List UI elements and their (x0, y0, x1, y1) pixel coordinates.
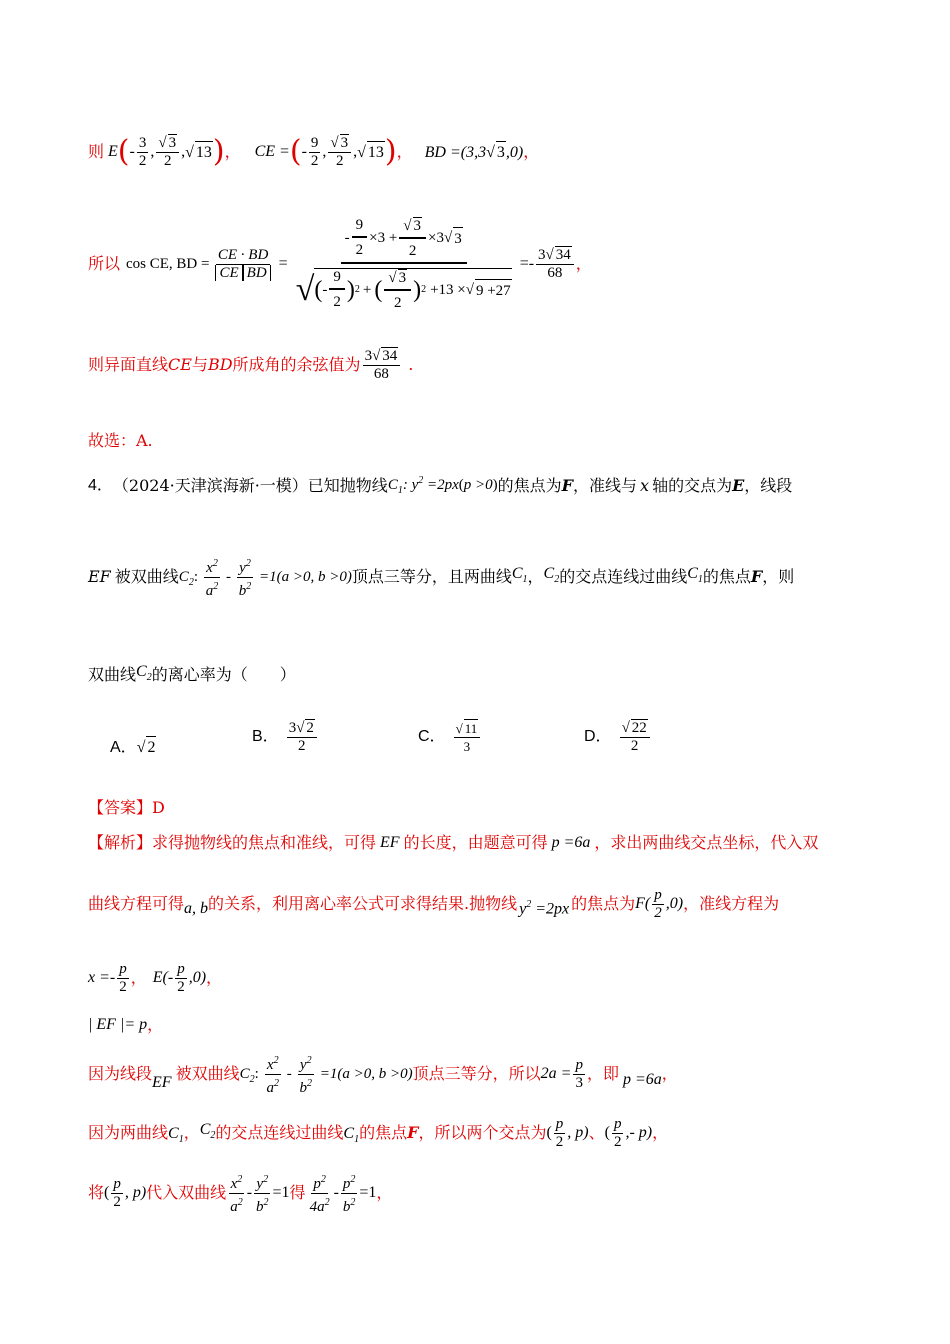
q4-hyperbola: 双曲线 (88, 665, 137, 684)
sub-x-frac: $\frac{x^2}{a^2}$ (228, 1171, 245, 1216)
conclusion-prefix: 则异面直线 (88, 355, 169, 374)
c2-ref-2: $C_2$ (136, 662, 152, 684)
q4-by-hyperbola: 被双曲线 (114, 567, 179, 586)
comma-red-9: ， (652, 1123, 669, 1142)
sub-minus-2: - (333, 1184, 339, 1201)
bh-x-frac: $\frac{x^2}{a^2}$ (265, 1052, 282, 1097)
analysis-4: 曲线方程可得 (88, 894, 185, 913)
analysis-focus: F( $\frac{p}{2}$ ,0) (635, 886, 684, 921)
comma-2: , (181, 143, 186, 160)
frac-9-2: $\frac{9}{2}$ (310, 134, 319, 169)
comma-3: , (322, 143, 327, 160)
directrix-line (88, 958, 910, 998)
analysis-parabola: $y^2 =2px$ (519, 898, 570, 918)
substitute-line (88, 1170, 910, 1216)
df-sqrt3-2: $\frac{√ 3}{2}$ (384, 269, 411, 312)
analysis-line2 (88, 884, 910, 924)
parabola-eq: $C_1$: $y^2 =2px(p >0)$ (387, 475, 498, 496)
option-c[interactable] (418, 714, 482, 760)
q4-source: （2024·天津滨海新·一模）已知抛物线 (112, 476, 388, 495)
because-c2: $C_2$ (199, 1120, 216, 1142)
e-frac: $\frac{p}{2}$ (177, 960, 185, 995)
q4-f: F (561, 476, 574, 495)
cos-label: cos CE, BD = (126, 256, 210, 272)
sub-pt-open: ( (104, 1184, 110, 1201)
because-line1 (88, 1050, 910, 1098)
pt2-tail: ,- p) (625, 1124, 653, 1141)
option-c-value: $\frac{√ 11}{3}$ (454, 719, 481, 755)
paren-open-2: ( (289, 134, 302, 169)
q4-line3 (88, 660, 910, 690)
because-ef: EF (152, 1074, 172, 1091)
comma-4: , (353, 143, 358, 160)
conclusion-mid1: 与 (191, 355, 208, 374)
ze-text: 则 (88, 142, 105, 161)
c2-ref: $C_2$ (543, 564, 560, 586)
because-1b: 被双曲线 (175, 1064, 240, 1083)
analysis-7: ，准线方程为 (683, 894, 780, 913)
because-1d: ，即 (586, 1064, 619, 1083)
conclusion-bd: BD (207, 355, 233, 374)
q4-comma: ， (527, 567, 544, 586)
frac-sqrt3-2-b: $\frac{√ 3}{2}$ (328, 134, 351, 170)
two-a: 2a = (540, 1065, 572, 1082)
comma-red-4: ， (575, 254, 592, 273)
q4-line1 (88, 466, 910, 506)
cosine-line (88, 214, 910, 314)
analysis-p6a: p =6a (551, 834, 591, 851)
sub-2: 代入双曲线 (146, 1183, 227, 1202)
bh-y-frac: $\frac{y^2}{b^2}$ (298, 1052, 315, 1097)
option-b[interactable] (252, 714, 319, 760)
q4-ecc: 的离心率为（ ） (151, 665, 296, 684)
paren-open: ( (117, 134, 130, 169)
q4-e: E (732, 476, 745, 495)
q4-focus: 的焦点 (702, 567, 751, 586)
q4-number: 4． (88, 477, 113, 494)
pt2-open: ( (604, 1124, 610, 1141)
e-point: E(- (152, 969, 174, 986)
because-p6a: p =6a (622, 1071, 662, 1088)
c1-ref-2: $C_1$ (687, 564, 703, 586)
x-eq: x =- (88, 969, 116, 986)
q4-then: ，则 (762, 567, 795, 586)
because-2: 因为两曲线 (88, 1123, 169, 1142)
paren-close-2: ) (384, 134, 397, 169)
bd-vector: BD =(3,3√ 3,0) (425, 141, 524, 164)
sub-p2-b2: $\frac{p^2}{b^2}$ (341, 1171, 358, 1216)
q4-f-2: F (750, 567, 763, 586)
eq-sign: = (278, 255, 288, 272)
because-2e: 、 (588, 1123, 605, 1142)
result-eq: =- (519, 255, 535, 272)
comma-red-1: ， (224, 142, 241, 161)
option-b-value: $\frac{3√ 2}{2}$ (287, 719, 317, 755)
hyperbola-eq: $C_2$: $\frac{x^2}{a^2}$ - $\frac{y^2}{b^2}$ =1(a >0, b >0) (179, 555, 352, 600)
analysis-2: 的长度，由题意可得 (403, 833, 548, 852)
because-comma: ， (183, 1123, 200, 1142)
directrix-frac: $\frac{p}{2}$ (119, 960, 127, 995)
nf-9-2: $\frac{9}{2}$ (352, 217, 368, 259)
comma-red-5: ， (130, 968, 147, 987)
comma-red-7: ， (147, 1015, 164, 1034)
sub-1: 将 (88, 1183, 105, 1202)
frac-3-2: $\frac{3}{2}$ (138, 134, 147, 169)
q4-segment: ，线段 (744, 476, 793, 495)
because-hyperbola: $C_2$: $\frac{x^2}{a^2}$ - $\frac{y^2}{b^2}$ =1(a >0, b >0) (240, 1052, 413, 1097)
comma-red-3: ， (523, 142, 540, 161)
pt1-open: ( (546, 1124, 552, 1141)
hyp-x-frac: $\frac{x^2}{a^2}$ (204, 555, 221, 600)
result-frac: $\frac{3√ 34}{68}$ (536, 246, 574, 282)
pt1-frac: $\frac{p}{2}$ (555, 1115, 564, 1150)
cos-def-frac: $\frac{CE \cdot BD}{\text{CE BD}}$ (213, 247, 272, 282)
frac-sqrt3-2: $\frac{√ 3}{2}$ (156, 134, 179, 170)
because-2c: 的焦点 (359, 1123, 408, 1142)
comma-red-10: ， (376, 1183, 393, 1202)
because-c1: $C_1$ (168, 1124, 184, 1146)
analysis-1: 求得抛物线的焦点和准线，可得 (152, 833, 377, 852)
pt2-frac: $\frac{p}{2}$ (613, 1115, 622, 1150)
q4-after-parabola: 的焦点为 (497, 476, 562, 495)
sub-y-frac: $\frac{y^2}{b^2}$ (254, 1171, 271, 1216)
conclusion-ce: CE (168, 355, 192, 374)
sub-pt-tail: , p) (124, 1184, 147, 1201)
q4-ef: EF (88, 567, 111, 586)
e-tail: ,0) (188, 969, 207, 986)
focus-frac: $\frac{p}{2}$ (654, 886, 662, 921)
vectors-line (88, 128, 910, 176)
suoyi-text: 所以 (88, 254, 121, 273)
comma-1: , (150, 143, 155, 160)
answer-value: D (152, 798, 165, 817)
analysis-3: ，求出两曲线交点坐标，代入双 (594, 833, 819, 852)
ef-length-line (88, 1014, 910, 1036)
option-d-label: D． (584, 728, 612, 745)
because-line2 (88, 1112, 910, 1154)
minus-sign: - (129, 143, 135, 160)
analysis-line1 (88, 832, 910, 854)
q4-intersection: 的交点连线过曲线 (559, 567, 688, 586)
comma-red-8: ， (661, 1064, 678, 1083)
analysis-label: 【解析】 (88, 833, 153, 852)
because-f: F (407, 1123, 419, 1142)
answer-label: 【答案】 (88, 798, 153, 817)
conclusion-mid2: 所成角的余弦值为 (232, 355, 361, 374)
sub-p2-4a2: $\frac{p^2}{4a^2}$ (308, 1171, 332, 1216)
ce-eq: CE = (254, 143, 290, 160)
sqrt13: √ 13 (185, 141, 213, 164)
analysis-6: 的焦点为 (571, 894, 636, 913)
option-d[interactable] (584, 714, 652, 760)
q4-mid: ，准线与 (573, 476, 638, 495)
comma-red-6: ， (206, 968, 223, 987)
sub-3: 得 (289, 1183, 306, 1202)
sqrt13-b: √ 13 (357, 141, 385, 164)
ef-abs: | EF |= p (88, 1016, 148, 1033)
sub-minus: - (246, 1184, 253, 1201)
conclusion-line (88, 342, 910, 388)
minus-sign-2: - (301, 143, 307, 160)
sub-eq2: =1 (359, 1184, 377, 1201)
sub-frac: $\frac{p}{2}$ (113, 1175, 121, 1210)
c1-ref: $C_1$ (511, 564, 528, 586)
point-e: E (108, 143, 118, 160)
because-1: 因为线段 (88, 1064, 153, 1083)
comma-red-2: ， (396, 142, 413, 161)
df-9-2: $\frac{9}{2}$ (329, 269, 345, 311)
pt1-tail: , p) (567, 1124, 589, 1141)
cos-value-frac: - $\frac{9}{2}$ ×3 + $\frac{√ 3}{2}$ ×3 √ 3 √ ( - $\frac{9}{2}$ ) 2 + ( $\frac{√ 3}{2}$ ) 2 +13 × √ 9 +27 (295, 217, 511, 311)
q4-line2 (88, 552, 910, 602)
option-b-label: B． (252, 728, 279, 745)
because-2d: ，所以两个交点为 (418, 1123, 547, 1142)
analysis-ab: a, b (184, 900, 209, 917)
option-a-value: √ 2 (137, 736, 157, 759)
conclusion-period: . (408, 355, 414, 374)
analysis-5: 的关系，利用离心率公式可求得结果.抛物线 (208, 894, 518, 913)
option-a[interactable] (110, 736, 156, 759)
because-1c: 顶点三等分，所以 (412, 1064, 541, 1083)
q4-x: x (640, 476, 650, 495)
hyp-y-frac: $\frac{y^2}{b^2}$ (237, 555, 254, 600)
conclusion-frac: $\frac{3√ 34}{68}$ (363, 347, 401, 383)
option-d-value: $\frac{√ 22}{2}$ (620, 719, 650, 755)
paren-close: ) (212, 134, 225, 169)
q4-axis: 轴的交点为 (652, 476, 733, 495)
q4-trisect: 顶点三等分，且两曲线 (351, 567, 512, 586)
because-2b: 的交点连线过曲线 (215, 1123, 344, 1142)
previous-answer: 故选：A. (88, 431, 153, 450)
option-a-label: A． (110, 738, 137, 756)
nf-sqrt3-2: $\frac{√ 3}{2}$ (399, 217, 426, 260)
answer-line (88, 797, 910, 819)
analysis-ef: EF (380, 834, 400, 851)
option-c-label: C． (418, 728, 446, 745)
because-c1-b: $C_1$ (343, 1124, 360, 1146)
sub-eq1: =1 (272, 1184, 290, 1201)
p-over-3: $\frac{p}{3}$ (575, 1056, 583, 1091)
